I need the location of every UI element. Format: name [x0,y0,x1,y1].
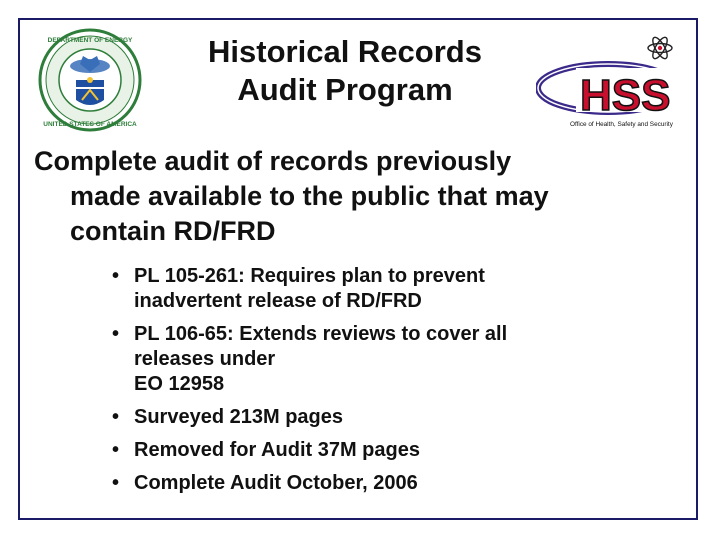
bullet-dot: • [112,323,120,345]
bullet-dot: • [112,406,120,428]
lead-paragraph [34,144,694,249]
slide-title [170,33,520,109]
bullet-item [110,322,670,397]
svg-text:UNITED STATES OF AMERICA: UNITED STATES OF AMERICA [43,121,137,128]
bullet-line: PL 105-261: Requires plan to prevent [134,265,485,287]
bullet-dot: • [112,265,120,287]
svg-text:DEPARTMENT OF ENERGY: DEPARTMENT OF ENERGY [47,37,133,44]
atom-icon [648,35,672,60]
bullet-line: Complete Audit October, 2006 [134,472,418,494]
bullet-line: EO 12958 [134,373,225,395]
bullet-line: Removed for Audit 37M pages [134,439,420,461]
bullet-item [110,264,670,314]
bullet-dot: • [112,439,120,461]
bullet-item [110,471,670,496]
bullet-list [110,264,670,504]
bullet-line: releases under [134,348,276,370]
bullet-item [110,405,670,430]
bullet-line: inadvertent release of RD/FRD [134,290,422,312]
doe-seal-logo [38,28,142,132]
bullet-line: PL 106-65: Extends reviews to cover all [134,323,508,345]
title-line-1: Historical Records [208,34,482,69]
lead-line-3: contain RD/FRD [70,216,276,246]
bullet-item [110,438,670,463]
bullet-line: Surveyed 213M pages [134,406,343,428]
bullet-dot: • [112,472,120,494]
title-line-2: Audit Program [237,72,453,107]
lead-line-2: made available to the public that may [70,181,549,211]
hss-logo [536,30,696,134]
hss-caption: Office of Health, Safety and Security [570,121,673,128]
lead-line-1: Complete audit of records previously [34,146,512,176]
hss-letters: HSS [580,71,671,120]
